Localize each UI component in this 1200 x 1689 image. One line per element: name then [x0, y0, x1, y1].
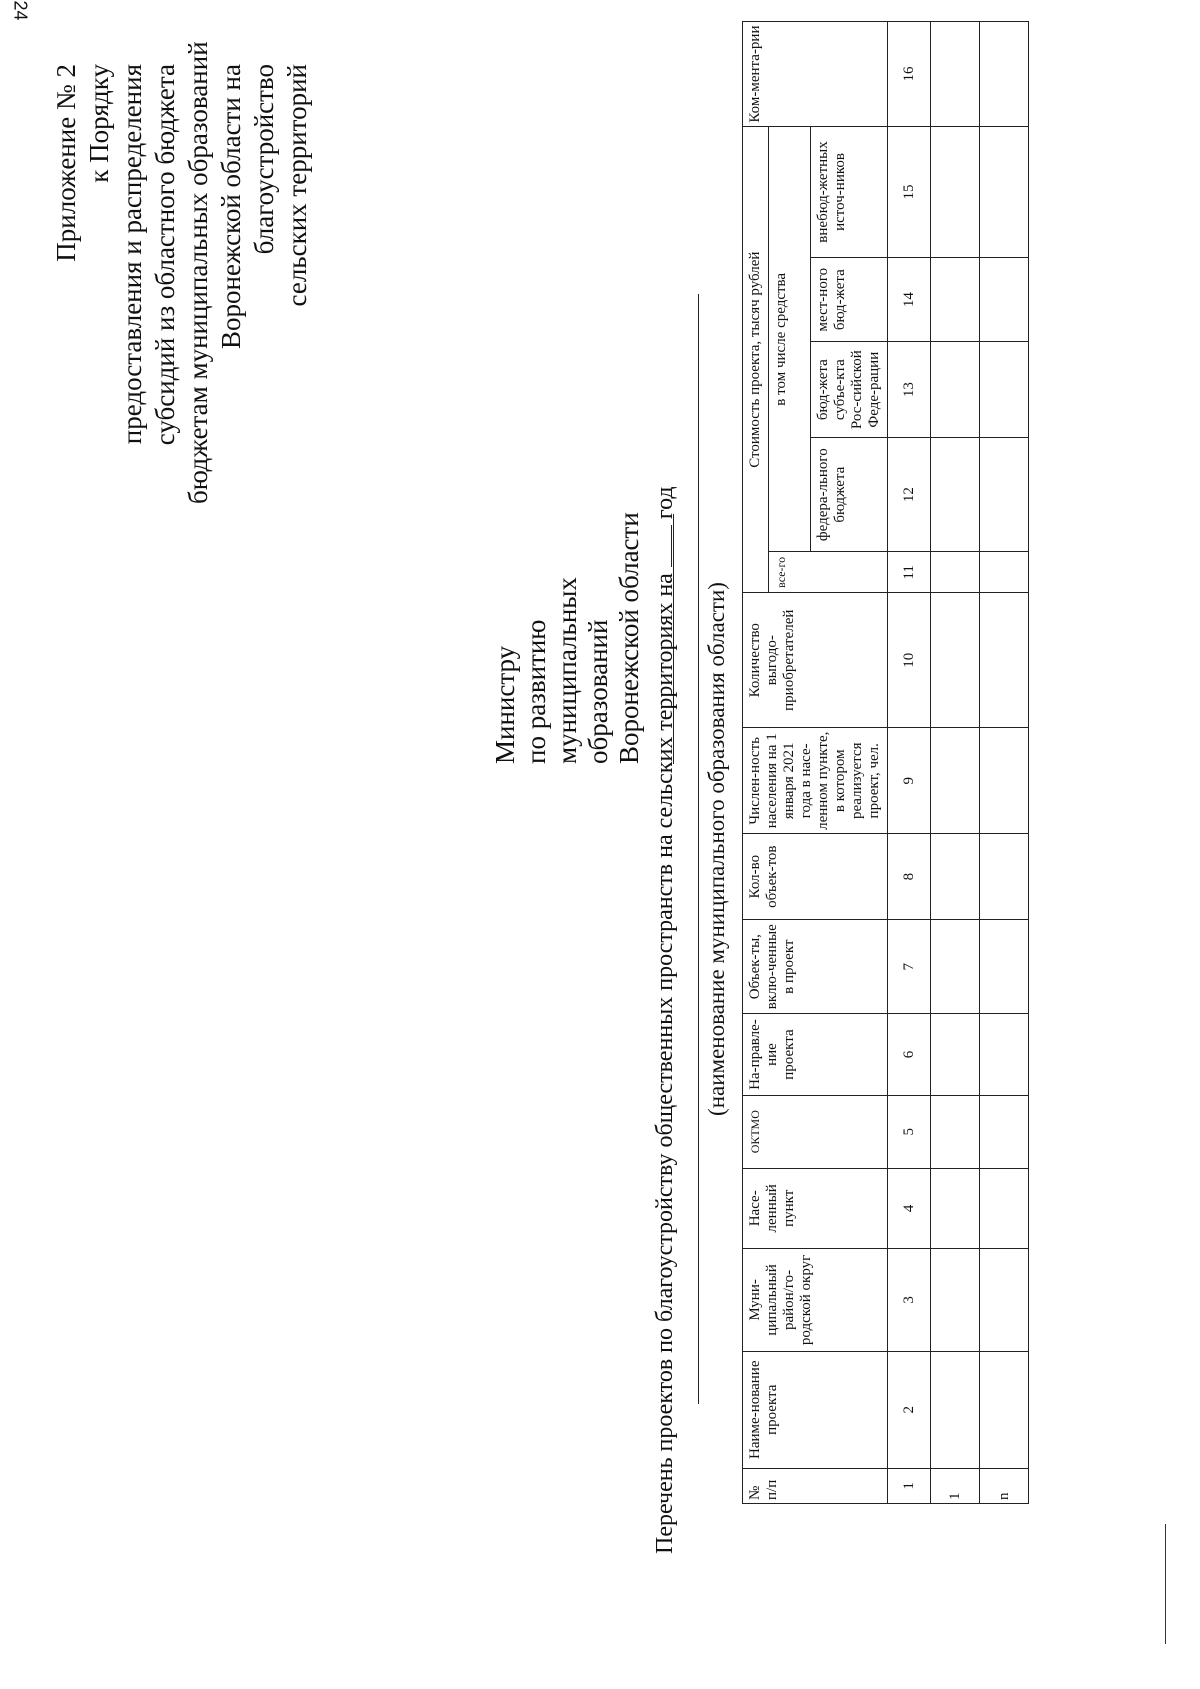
- column-number-row: [888, 22, 931, 1504]
- appendix-header: [50, 41, 314, 504]
- appendix-line: сельских территорий: [282, 64, 312, 307]
- row-number: 1: [931, 1468, 980, 1503]
- table-cell[interactable]: [931, 1014, 980, 1095]
- municipality-caption: (наименование муниципального образования области): [704, 582, 729, 1116]
- header-beneficiaries: Количество выгодо-приобретателей: [743, 593, 888, 728]
- column-number: 9: [888, 728, 931, 834]
- appendix-line: к Порядку: [84, 64, 114, 183]
- table-cell[interactable]: [980, 437, 1029, 552]
- column-number: 7: [888, 920, 931, 1014]
- column-number: 10: [888, 593, 931, 728]
- appendix-line: Воронежской области на: [216, 64, 246, 349]
- header-object-count: Кол-во объек-тов: [743, 834, 888, 920]
- appendix-line: бюджетам муниципальных образований: [183, 41, 213, 504]
- table-cell[interactable]: [931, 127, 980, 258]
- municipality-name-line[interactable]: [697, 294, 699, 1404]
- table-cell[interactable]: [980, 1351, 1029, 1468]
- appendix-line: предоставления и распределения: [117, 64, 147, 445]
- column-number: 12: [888, 437, 931, 552]
- table-cell[interactable]: [931, 920, 980, 1014]
- projects-table: [742, 21, 1029, 1504]
- table-cell[interactable]: [980, 127, 1029, 258]
- appendix-line: субсидий из областного бюджета: [150, 64, 180, 446]
- addressee-line: Воронежской области: [614, 512, 644, 764]
- divider-line: [1165, 1524, 1166, 1644]
- addressee-block: [490, 464, 674, 764]
- table-cell[interactable]: [980, 342, 1029, 437]
- table-cell[interactable]: [931, 552, 980, 593]
- page-number: 24: [10, 0, 31, 21]
- column-number: 6: [888, 1014, 931, 1095]
- header-num: № п/п: [743, 1468, 888, 1503]
- table-cell[interactable]: [931, 834, 980, 920]
- header-local-budget: мест-ного бюд-жета: [811, 257, 888, 342]
- header-row-1: [743, 22, 769, 1504]
- column-number: 3: [888, 1248, 931, 1351]
- column-number: 2: [888, 1351, 931, 1468]
- column-number: 15: [888, 127, 931, 258]
- table-cell[interactable]: [931, 257, 980, 342]
- table-cell[interactable]: [931, 1351, 980, 1468]
- rotated-landscape-sheet: [20, 25, 1180, 1644]
- column-number: 8: [888, 834, 931, 920]
- table-cell[interactable]: [980, 1168, 1029, 1248]
- table-cell[interactable]: [980, 728, 1029, 834]
- table-cell[interactable]: [931, 1248, 980, 1351]
- header-oktmo: ОКТМО: [743, 1095, 888, 1168]
- column-number: 5: [888, 1095, 931, 1168]
- table-cell[interactable]: [931, 728, 980, 834]
- table-cell[interactable]: [931, 342, 980, 437]
- appendix-line: благоустройство: [249, 64, 279, 255]
- column-number: 14: [888, 257, 931, 342]
- table-cell[interactable]: [931, 1095, 980, 1168]
- column-number: 1: [888, 1468, 931, 1503]
- header-district: Муни-ципальный район/го-родской округ: [743, 1248, 888, 1351]
- header-objects: Объек-ты, вклю-ченные в проект: [743, 920, 888, 1014]
- column-number: 13: [888, 342, 931, 437]
- appendix-line: Приложение № 2: [51, 64, 81, 262]
- table-row: [980, 22, 1029, 1504]
- addressee-line: Министру: [490, 645, 520, 764]
- table-row: [931, 22, 980, 1504]
- header-project-name: Наиме-нование проекта: [743, 1351, 888, 1468]
- header-total: все-го: [769, 552, 888, 593]
- table-cell[interactable]: [980, 1248, 1029, 1351]
- addressee-line: по развитию муниципальных образований: [521, 577, 613, 764]
- table-cell[interactable]: [980, 1014, 1029, 1095]
- header-including-group: в том числе средства: [769, 127, 811, 552]
- year-blank-field[interactable]: [653, 525, 672, 567]
- column-number: 11: [888, 552, 931, 593]
- table-cell[interactable]: [931, 437, 980, 552]
- header-extrabudgetary: внебюд-жетных источ-ников: [811, 127, 888, 258]
- title-text: Перечень проектов по благоустройству общественных пространств на сельских территориях на: [652, 573, 678, 1554]
- header-direction: На-правле-ние проекта: [743, 1014, 888, 1095]
- table-cell[interactable]: [980, 834, 1029, 920]
- table-cell[interactable]: [980, 920, 1029, 1014]
- title-suffix: год: [652, 486, 678, 520]
- header-regional-budget: бюд-жета субъе-кта Рос-сийской Феде-рации: [811, 342, 888, 437]
- header-cost-group: Стоимость проекта, тысяч рублей: [743, 127, 769, 593]
- header-population: Числен-ность населения на 1 января 2021 года в насе-ленном пункте, в котором реализуется проект, чел.: [743, 728, 888, 834]
- row-number: n: [980, 1468, 1029, 1503]
- table-cell[interactable]: [980, 257, 1029, 342]
- table-cell[interactable]: [931, 1168, 980, 1248]
- column-number: 16: [888, 22, 931, 127]
- table-cell[interactable]: [980, 22, 1029, 127]
- column-number: 4: [888, 1168, 931, 1248]
- header-federal-budget: федера-льного бюджета: [811, 437, 888, 552]
- header-comments: Ком-мента-рии: [743, 22, 888, 127]
- header-settlement: Насе-ленный пункт: [743, 1168, 888, 1248]
- table-cell[interactable]: [931, 22, 980, 127]
- table-cell[interactable]: [931, 593, 980, 728]
- table-cell[interactable]: [980, 1095, 1029, 1168]
- document-title: [652, 244, 679, 1554]
- table-cell[interactable]: [980, 593, 1029, 728]
- table-cell[interactable]: [980, 552, 1029, 593]
